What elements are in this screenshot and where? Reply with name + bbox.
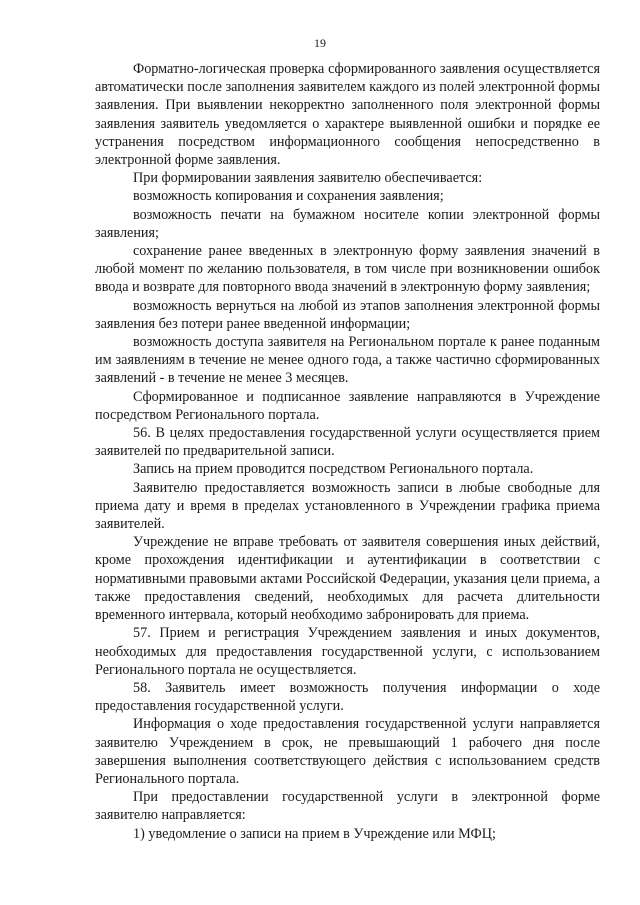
paragraph-access-applications: возможность доступа заявителя на Региональном портале к ранее поданным им заявлениям в течение не менее одного года, а также частично сформированных заявлений - в течение не менее 3 месяцев.	[95, 334, 600, 387]
paragraph-provided-features-intro: При формировании заявления заявителю обеспечивается:	[133, 170, 483, 187]
paragraph-no-extra-actions: Учреждение не вправе требовать от заявителя совершения иных действий, кроме прохождения идентификации и аутентификации в соответствии с нормативными правовыми актами Российской Федерации, указания цели приема, а также предоставления сведений, необходимых для расчета длительности временного интервала, который необходимо забронировать для приема.	[95, 534, 600, 624]
paragraph-item-56: 56. В целях предоставления государственной услуги осуществляется прием заявителей по предварительной записи.	[95, 425, 600, 460]
paragraph-appointment-portal: Запись на прием проводится посредством Регионального портала.	[133, 461, 534, 478]
paragraph-electronic-notices-intro: При предоставлении государственной услуги в электронной форме заявителю направляется:	[95, 789, 600, 824]
paragraph-copy-save: возможность копирования и сохранения заявления;	[133, 188, 444, 205]
paragraph-item-58: 58. Заявитель имеет возможность получения информации о ходе предоставления государственной услуги.	[95, 679, 600, 715]
paragraph-format-check: Форматно-логическая проверка сформированного заявления осуществляется автоматически после заполнения заявителем каждого из полей электронной формы заявления. При выявлении некорректно заполненного поля электронной формы заявления заявитель уведомляется о характере выявленной ошибки и порядке ее устранения посредством информационного сообщения непосредственно в электронной форме заявления.	[95, 61, 600, 169]
paragraph-notice-1: 1) уведомление о записи на прием в Учреждение или МФЦ;	[133, 825, 496, 842]
paragraph-status-info: Информация о ходе предоставления государственной услуги направляется заявителю Учреждением в срок, не превышающий 1 рабочего дня после завершения выполнения соответствующего действия с использованием средств Регионального портала.	[95, 716, 600, 787]
page-number: 19	[314, 36, 326, 50]
document-body	[95, 60, 600, 843]
paragraph-item-57: 57. Прием и регистрация Учреждением заявления и иных документов, необходимых для предоставления государственной услуги, с использованием Регионального портала не осуществляется.	[95, 625, 600, 678]
paragraph-appointment-slots: Заявителю предоставляется возможность записи в любые свободные для приема дату и время в пределах установленного в Учреждении графика приема заявителей.	[95, 479, 600, 533]
paragraph-save-values: сохранение ранее введенных в электронную форму заявления значений в любой момент по желанию пользователя, в том числе при возникновении ошибок ввода и возврате для повторного ввода значений в электронную форму заявления;	[95, 243, 600, 296]
paragraph-submission: Сформированное и подписанное заявление направляются в Учреждение посредством Регионального портала.	[95, 388, 600, 423]
paragraph-print-copy: возможность печати на бумажном носителе копии электронной формы заявления;	[95, 206, 600, 241]
paragraph-return-to-stage: возможность вернуться на любой из этапов заполнения электронной формы заявления без потери ранее введенной информации;	[95, 297, 600, 332]
